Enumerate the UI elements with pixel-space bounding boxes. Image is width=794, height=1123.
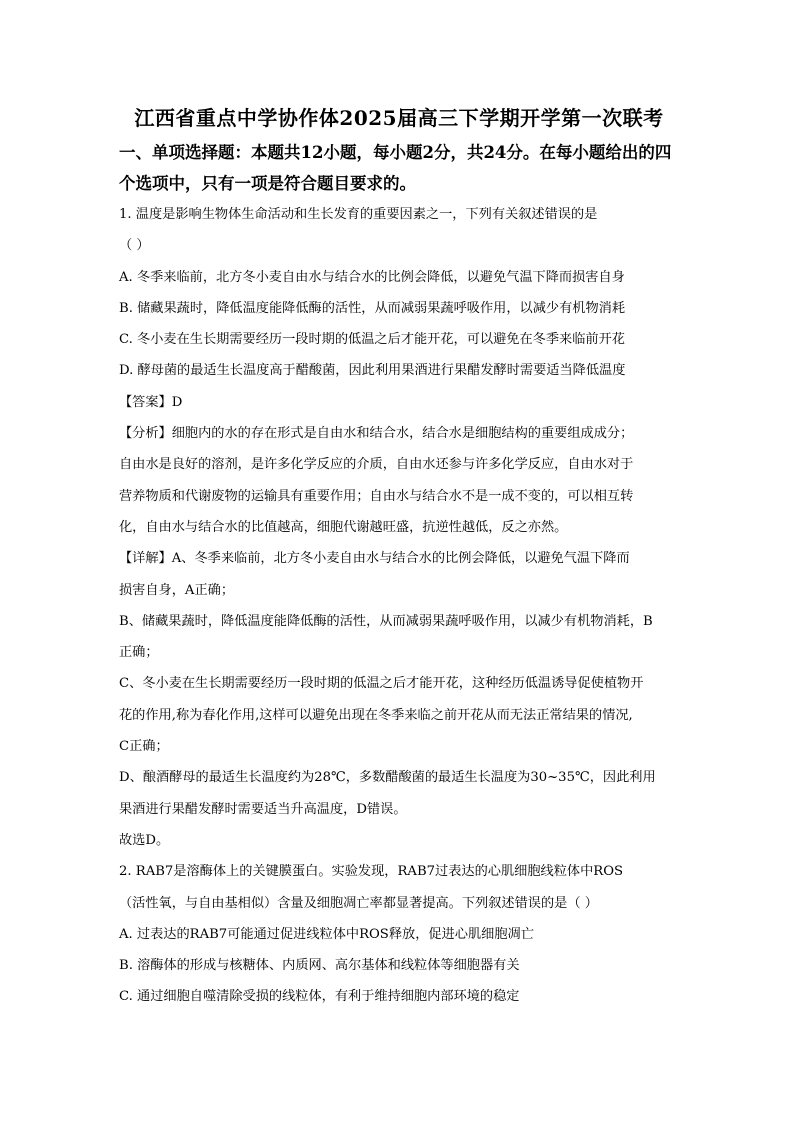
detail-line: 损害自身，A正确； [119,582,235,598]
option-c: C. 冬小麦在生长期需要经历一段时期的低温之后才能开花，可以避免在冬季来临前开花 [119,332,625,348]
detail-line: 故选D。 [119,832,170,848]
analysis-line: 营养物质和代谢废物的运输具有重要作用；自由水与结合水不是一成不变的，可以相互转 [119,488,634,504]
detail-line: D、酿酒酵母的最适生长温度约为28℃，多数醋酸菌的最适生长温度为30~35℃，因此利用 [119,770,656,786]
exam-title: 江西省重点中学协作体2025届高三下学期开学第一次联考 [134,106,664,130]
detail-line: C、冬小麦在生长期需要经历一段时期的低温之后才能开花，这种经历低温诱导促使植物开 [119,676,644,692]
analysis-line: 自由水是良好的溶剂，是许多化学反应的介质，自由水还参与许多化学反应，自由水对于 [119,457,634,473]
document-page [119,100,679,1013]
section-heading [119,137,679,199]
analysis-line: 【分析】细胞内的水的存在形式是自由水和结合水，结合水是细胞结构的重要组成成分； [119,426,634,442]
detail-line: 【详解】A、冬季来临前，北方冬小麦自由水与结合水的比例会降低，以避免气温下降而 [119,551,630,567]
option-a: A. 过表达的RAB7可能通过促进线粒体中ROS释放，促进心肌细胞凋亡 [119,926,534,942]
question-2-stem-line-1: 2. RAB7是溶酶体上的关键膜蛋白。实验发现，RAB7过表达的心肌细胞线粒体中ROS [119,864,624,880]
detail-line: 花的作用,称为春化作用,这样可以避免出现在冬季来临之前开花从而无法正常结果的情况, [119,707,633,723]
detail-line: C正确； [119,739,169,755]
answer-bracket: （ ） [119,238,150,254]
detail-line: 正确； [119,645,159,661]
section-heading-line-1: 一、单项选择题：本题共12小题，每小题2分，共24分。在每小题给出的四 [119,143,672,162]
section-heading-line-2: 个选项中，只有一项是符合题目要求的。 [119,174,416,193]
question-2 [119,856,679,1012]
detail-line: 果酒进行果醋发酵时需要适当升高温度，D错误。 [119,801,407,817]
option-a: A. 冬季来临前，北方冬小麦自由水与结合水的比例会降低，以避免气温下降而损害自身 [119,269,625,285]
option-b: B. 溶酶体的形成与核糖体、内质网、高尔基体和线粒体等细胞器有关 [119,958,520,974]
option-d: D. 酵母菌的最适生长温度高于醋酸菌，因此利用果酒进行果醋发酵时需要适当降低温度 [119,363,626,379]
detail-line: B、储藏果蔬时，降低温度能降低酶的活性，从而减弱果蔬呼吸作用，以减少有机物消耗，B [119,613,653,629]
analysis-line: 化，自由水与结合水的比值越高，细胞代谢越旺盛，抗逆性越低，反之亦然。 [119,519,568,535]
question-1 [119,199,679,856]
question-1-stem: 1. 温度是影响生物体生命活动和生长发育的重要因素之一，下列有关叙述错误的是 [119,207,598,222]
option-b: B. 储藏果蔬时，降低温度能降低酶的活性，从而减弱果蔬呼吸作用，以减少有机物消耗 [119,300,626,316]
option-c: C. 通过细胞自噬清除受损的线粒体，有利于维持细胞内部环境的稳定 [119,989,520,1005]
answer-line: 【答案】D [119,394,183,410]
question-2-stem-line-2: （活性氧，与自由基相似）含量及细胞凋亡率都显著提高。下列叙述错误的是（ ） [119,895,598,911]
